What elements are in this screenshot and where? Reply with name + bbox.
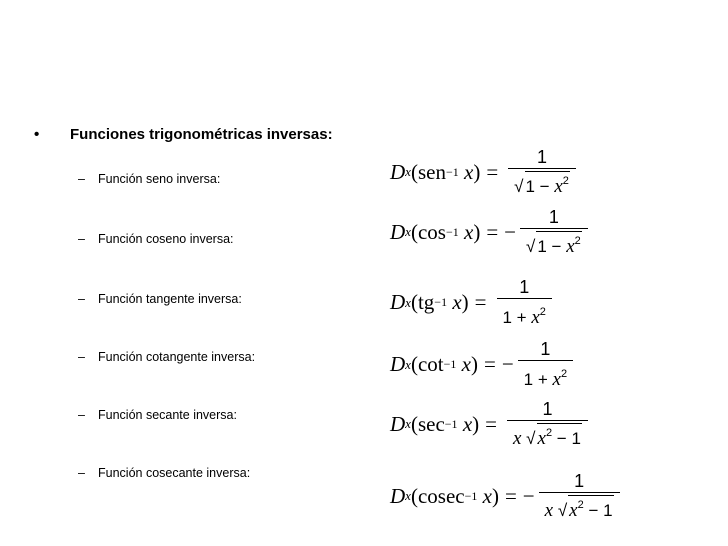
- list-item-seno: [78, 172, 220, 186]
- item-label: Función cosecante inversa:: [98, 466, 251, 480]
- formula-seno: D x ( sen −1 x ) = $\frac{1}{√ 1 - x^2}$: [390, 146, 576, 198]
- function-name: cos: [417, 219, 446, 244]
- formula-secante: D x ( sec −1 x ) = $\frac{1}{x √ x^2 - 1}$: [390, 398, 588, 450]
- radicand-var: x: [569, 500, 578, 521]
- item-label: Función cotangente inversa:: [98, 350, 256, 364]
- denominator: [518, 360, 573, 391]
- denominator-prefix: x: [544, 500, 558, 521]
- derivative-subscript: x: [405, 416, 411, 431]
- derivative-subscript: x: [405, 164, 411, 179]
- item-label: Función tangente inversa:: [98, 292, 242, 306]
- sign: −: [522, 483, 535, 508]
- item-label: Función coseno inversa:: [98, 232, 234, 246]
- derivative-symbol: D: [390, 483, 406, 508]
- function-name: cosec: [417, 483, 465, 508]
- bullet-icon: •: [34, 126, 40, 143]
- numerator: 1: [519, 277, 530, 297]
- equals-sign: =: [474, 290, 487, 314]
- dash-icon: –: [78, 408, 85, 422]
- radicand: [553, 370, 568, 389]
- fraction: [520, 206, 588, 258]
- inverse-exponent: −1: [444, 416, 458, 431]
- function-name: tg: [417, 290, 435, 314]
- formula-tangente: D x ( tg −1 x ) = $\frac{1}{1 + x^2}$: [390, 276, 552, 329]
- function-name: sen: [417, 159, 446, 184]
- function-name: sec: [417, 411, 445, 436]
- radicand-exp: 2: [577, 499, 584, 511]
- denominator-prefix: 1 +: [523, 370, 553, 389]
- list-item-secante: [78, 408, 237, 422]
- formula-cotangente: D x ( cot −1 x ) = − $\frac{1}{1 + x^2}$: [390, 338, 573, 391]
- argument: x: [463, 159, 474, 184]
- dash-icon: –: [78, 232, 85, 246]
- radicand-exp: 2: [545, 427, 553, 439]
- derivative-subscript: x: [405, 356, 411, 372]
- derivative-symbol: D: [390, 411, 406, 436]
- sqrt-icon: √: [557, 501, 568, 520]
- radicand: [525, 171, 570, 196]
- list-item-cosecante: [78, 466, 250, 480]
- argument: x: [462, 411, 473, 436]
- argument: x: [482, 483, 492, 508]
- equals-sign: =: [504, 483, 517, 508]
- radicand-b: − 1: [552, 429, 581, 448]
- argument: x: [452, 290, 462, 314]
- denominator: [520, 228, 588, 258]
- equals-sign: =: [486, 159, 499, 184]
- numerator: 1: [540, 339, 551, 359]
- denominator: [539, 492, 620, 522]
- equals-sign: =: [485, 411, 497, 436]
- denominator-prefix: x: [512, 428, 527, 449]
- radicand-exp: 2: [560, 368, 568, 380]
- radicand: [536, 231, 581, 256]
- radicand-var: x: [554, 176, 563, 197]
- dash-icon: –: [78, 292, 85, 306]
- inverse-exponent: −1: [445, 164, 459, 179]
- derivative-subscript: x: [405, 224, 411, 239]
- derivative-symbol: D: [390, 219, 406, 244]
- radicand-b: − 1: [583, 501, 613, 520]
- derivative-symbol: D: [390, 159, 406, 184]
- function-name: cot: [417, 352, 444, 376]
- radicand: [537, 423, 582, 448]
- formula-coseno: D x ( cos −1 x ) = − $\frac{1}{√ 1 - x^2}$: [390, 206, 588, 258]
- fraction: [508, 146, 576, 198]
- numerator: 1: [574, 471, 585, 491]
- fraction: [518, 338, 573, 391]
- radicand-exp: 2: [562, 175, 569, 187]
- fraction: [507, 398, 588, 450]
- radicand-a: 1 −: [525, 177, 555, 196]
- inverse-exponent: −1: [464, 488, 478, 503]
- sign: −: [504, 219, 516, 244]
- item-label: Función seno inversa:: [98, 172, 221, 186]
- numerator: 1: [542, 399, 553, 419]
- radicand-a: 1 −: [537, 237, 567, 256]
- numerator: 1: [548, 207, 559, 227]
- radicand-var: x: [566, 236, 575, 257]
- section-heading: [34, 126, 333, 143]
- denominator: [497, 298, 552, 329]
- fraction: [539, 470, 620, 522]
- dash-icon: –: [78, 350, 85, 364]
- sqrt-icon: √: [526, 237, 536, 256]
- inverse-exponent: −1: [443, 357, 457, 371]
- derivative-symbol: D: [390, 352, 406, 376]
- list-item-cotangente: [78, 350, 255, 364]
- radicand-var: x: [537, 428, 546, 449]
- inverse-exponent: −1: [445, 224, 459, 239]
- formula-cosecante: D x ( cosec −1 x ) = − $\frac{1}{x √ x^2 - 1}$: [390, 470, 620, 522]
- radicand: [531, 308, 546, 327]
- denominator: [508, 168, 576, 198]
- derivative-symbol: D: [390, 290, 406, 314]
- numerator: 1: [537, 147, 548, 167]
- list-item-coseno: [78, 232, 234, 246]
- fraction: [497, 276, 552, 329]
- denominator-prefix: 1 +: [502, 308, 532, 327]
- heading-text: Funciones trigonométricas inversas:: [70, 126, 333, 143]
- equals-sign: =: [483, 352, 496, 376]
- inverse-exponent: −1: [434, 295, 448, 309]
- argument: x: [463, 219, 474, 244]
- list-item-tangente: [78, 292, 242, 306]
- derivative-subscript: x: [405, 294, 411, 310]
- sign: −: [501, 352, 514, 376]
- radicand: [568, 495, 613, 520]
- dash-icon: –: [78, 466, 85, 480]
- radicand-exp: 2: [574, 235, 581, 247]
- equals-sign: =: [486, 219, 499, 244]
- denominator: [507, 420, 588, 450]
- radicand-var: x: [552, 369, 561, 390]
- radicand-var: x: [531, 307, 540, 328]
- item-label: Función secante inversa:: [98, 408, 237, 422]
- derivative-subscript: x: [405, 488, 411, 503]
- sqrt-icon: √: [514, 177, 524, 196]
- dash-icon: –: [78, 172, 85, 186]
- sqrt-icon: √: [526, 429, 536, 448]
- argument: x: [461, 352, 471, 376]
- radicand-exp: 2: [539, 306, 546, 318]
